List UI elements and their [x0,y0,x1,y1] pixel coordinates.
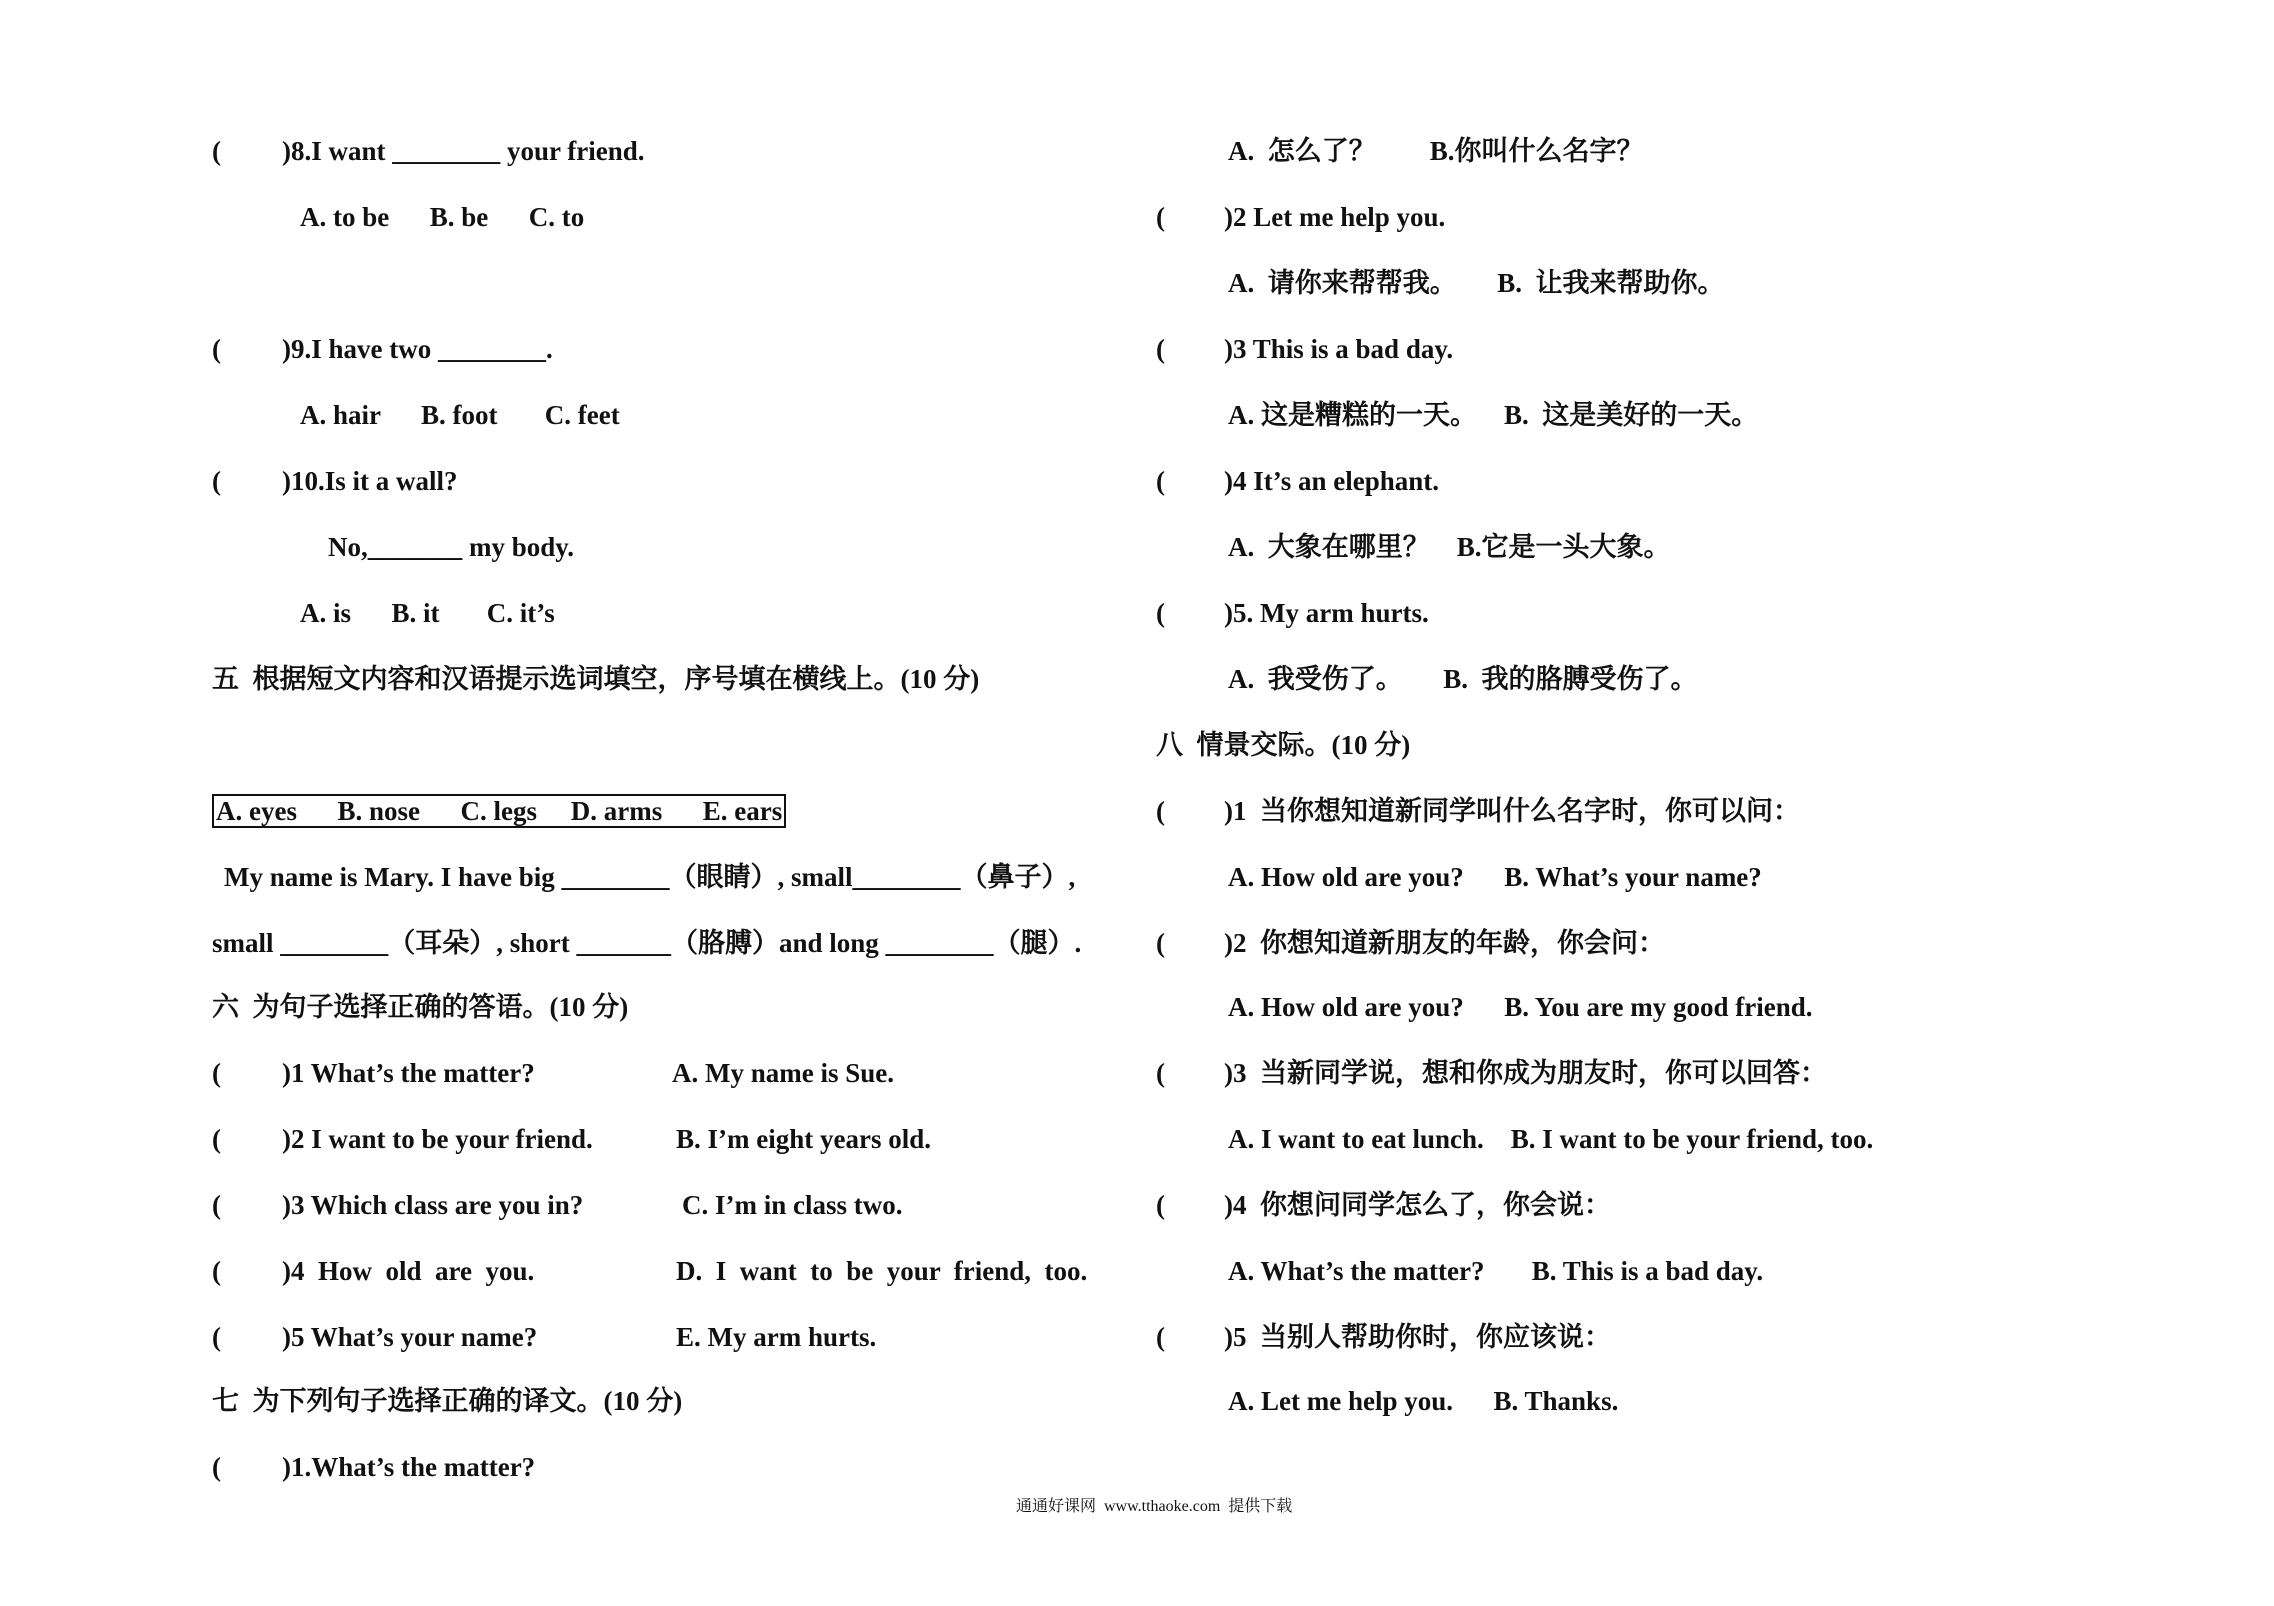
question-10 [212,464,458,498]
answer-paren[interactable]: ( [1156,928,1165,958]
section-8-item [1156,1188,1611,1222]
section-7-q3-options: A. 这是糟糕的一天。 B. 这是美好的一天。 [1228,400,1759,430]
answer-paren[interactable]: ( [212,1190,221,1220]
answer-paren[interactable]: ( [212,1124,221,1154]
section-8-options: A. How old are you? B. You are my good friend. [1228,992,1813,1022]
answer-paren[interactable]: ( [212,1256,221,1286]
question-text: )1 当你想知道新同学叫什么名字时，你可以问： [1224,796,1800,826]
section-8-options: A. What’s the matter? B. This is a bad day. [1228,1256,1764,1286]
question-text: )4 你想问同学怎么了，你会说： [1224,1190,1611,1220]
question-text: )1 What’s the matter? [282,1058,535,1088]
section-7-q1 [212,1450,535,1484]
section-6-item [212,1254,534,1288]
answer-paren[interactable]: ( [212,1058,221,1088]
footer-source: 通通好课网 www.tthaoke.com 提供下载 [1016,1498,1293,1515]
section-6-answer: E. My arm hurts. [676,1322,877,1352]
section-7-q2-options: A. 请你来帮帮我。 B. 让我来帮助你。 [1228,268,1725,298]
question-8-options: A. to be B. be C. to [300,202,585,232]
answer-paren[interactable]: ( [1156,796,1165,826]
answer-paren[interactable]: ( [1156,1058,1165,1088]
question-10-options: A. is B. it C. it’s [300,598,555,628]
section-8-options: A. How old are you? B. What’s your name? [1228,862,1762,892]
word-box: A. eyes B. nose C. legs D. arms E. ears [212,794,786,828]
answer-paren[interactable]: ( [212,1452,221,1482]
section-6-item [212,1122,593,1156]
question-text: )4 How old are you. [282,1256,535,1286]
section-6-item [212,1188,583,1222]
section-7-q2 [1156,200,1445,234]
section-6-answer: C. I’m in class two. [682,1190,903,1220]
question-10-answer: No,_______ my body. [328,532,575,562]
section-5-passage-1: My name is Mary. I have big ________（眼睛）, small________（鼻子）, [224,862,1076,892]
question-text: )3 This is a bad day. [1224,334,1454,364]
section-6-item [212,1056,535,1090]
question-text: )1.What’s the matter? [282,1452,536,1482]
question-text: )5. My arm hurts. [1224,598,1429,628]
question-text: )9.I have two ________. [282,334,553,364]
section-7-q1-options: A. 怎么了？ B.你叫什么名字？ [1228,136,1644,166]
section-8-options: A. Let me help you. B. Thanks. [1228,1386,1619,1416]
question-text: )3 Which class are you in? [282,1190,584,1220]
answer-paren[interactable]: ( [212,1322,221,1352]
section-5-passage-2: small ________（耳朵）, short _______（胳膊）and long ________（腿）. [212,928,1082,958]
question-9 [212,332,553,366]
section-6-title: 六 为句子选择正确的答语。(10 分) [212,992,629,1022]
section-8-item [1156,794,1800,828]
question-text: )5 当别人帮助你时，你应该说： [1224,1322,1611,1352]
section-7-title: 七 为下列句子选择正确的译文。(10 分) [212,1386,683,1416]
question-text: )3 当新同学说，想和你成为朋友时，你可以回答： [1224,1058,1827,1088]
answer-paren[interactable]: ( [1156,466,1165,496]
answer-paren[interactable]: ( [1156,334,1165,364]
question-text: )2 你想知道新朋友的年龄，你会问： [1224,928,1665,958]
section-8-options: A. I want to eat lunch. B. I want to be your friend, too. [1228,1124,1874,1154]
answer-paren[interactable]: ( [1156,598,1165,628]
section-8-title: 八 情景交际。(10 分) [1156,730,1411,760]
section-7-q5-options: A. 我受伤了。 B. 我的胳膊受伤了。 [1228,664,1698,694]
question-text: )10.Is it a wall? [282,466,458,496]
section-7-q3 [1156,332,1453,366]
section-5-title: 五 根据短文内容和汉语提示选词填空，序号填在横线上。(10 分) [212,664,980,694]
question-text: )2 I want to be your friend. [282,1124,593,1154]
question-text: )8.I want ________ your friend. [282,136,645,166]
answer-paren[interactable]: ( [1156,1190,1165,1220]
answer-paren[interactable]: ( [212,334,221,364]
section-6-answer: D. I want to be your friend, too. [676,1256,1088,1286]
question-text: )2 Let me help you. [1224,202,1446,232]
section-7-q5 [1156,596,1429,630]
section-6-answer: B. I’m eight years old. [676,1124,931,1154]
answer-paren[interactable]: ( [212,466,221,496]
section-6-item [212,1320,537,1354]
section-7-q4-options: A. 大象在哪里？ B.它是一头大象。 [1228,532,1671,562]
answer-paren[interactable]: ( [1156,1322,1165,1352]
section-6-answer: A. My name is Sue. [672,1058,894,1088]
section-7-q4 [1156,464,1439,498]
question-text: )5 What’s your name? [282,1322,538,1352]
answer-paren[interactable]: ( [1156,202,1165,232]
section-8-item [1156,1056,1827,1090]
question-9-options: A. hair B. foot C. feet [300,400,620,430]
section-8-item [1156,926,1665,960]
question-8 [212,134,645,168]
answer-paren[interactable]: ( [212,136,221,166]
section-5-word-box [212,794,786,828]
section-8-item [1156,1320,1611,1354]
question-text: )4 It’s an elephant. [1224,466,1440,496]
